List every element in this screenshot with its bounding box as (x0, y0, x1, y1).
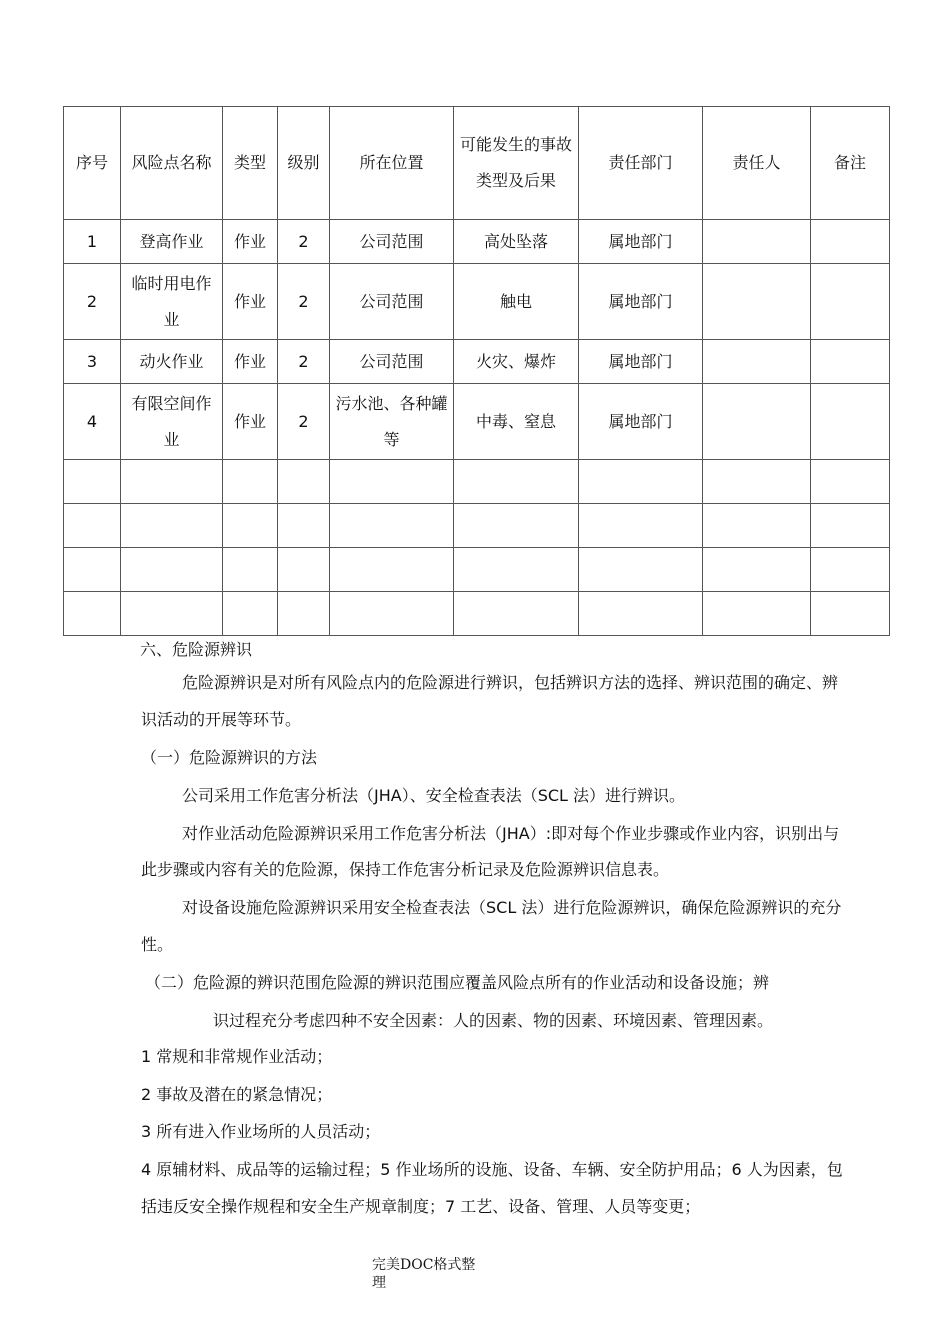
section-6-title: 六、危险源辨识 (140, 640, 253, 659)
cell-person (703, 220, 811, 264)
cell-seq: 4 (64, 384, 121, 460)
cell-seq: 3 (64, 340, 121, 384)
header-remark: 备注 (811, 107, 890, 220)
cell-type: 作业 (223, 384, 278, 460)
cell-level: 2 (278, 384, 330, 460)
paragraph-1-line-2: 识活动的开展等环节。 (141, 710, 302, 729)
list-item-4-line-1: 4 原辅材料、成品等的运输过程；5 作业场所的设施、设备、车辆、安全防护用品；6 人为因素，包 (141, 1160, 843, 1179)
paragraph-1-line-1: 危险源辨识是对所有风险点内的危险源进行辨识，包括辨识方法的选择、辨识范围的确定、辨 (182, 673, 839, 692)
table-row-empty (64, 504, 890, 548)
cell-level: 2 (278, 264, 330, 340)
cell-location: 公司范围 (330, 220, 454, 264)
cell-location: 公司范围 (330, 340, 454, 384)
header-type: 类型 (223, 107, 278, 220)
cell-person (703, 384, 811, 460)
cell-type: 作业 (223, 220, 278, 264)
header-level: 级别 (278, 107, 330, 220)
cell-dept: 属地部门 (579, 220, 703, 264)
table-row-empty (64, 460, 890, 504)
list-item-3: 3 所有进入作业场所的人员活动； (141, 1122, 381, 1141)
table-row (64, 340, 890, 384)
paragraph-3-line-1: 对作业活动危险源辨识采用工作危害分析法（JHA）:即对每个作业步骤或作业内容，识别出与 (182, 824, 840, 843)
cell-type: 作业 (223, 340, 278, 384)
cell-seq: 2 (64, 264, 121, 340)
cell-remark (811, 340, 890, 384)
cell-person (703, 340, 811, 384)
cell-risk-name: 有限空间作业 (121, 384, 223, 460)
header-location: 所在位置 (330, 107, 454, 220)
header-person: 责任人 (703, 107, 811, 220)
cell-accident-type: 中毒、窒息 (454, 384, 579, 460)
table-row-empty (64, 592, 890, 636)
table-row-empty (64, 548, 890, 592)
list-item-2: 2 事故及潜在的紧急情况； (141, 1085, 333, 1104)
cell-type: 作业 (223, 264, 278, 340)
paragraph-4-line-2: 性。 (141, 935, 174, 954)
cell-accident-type: 高处坠落 (454, 220, 579, 264)
cell-seq: 1 (64, 220, 121, 264)
table-row (64, 384, 890, 460)
paragraph-4-line-1: 对设备设施危险源辨识采用安全检查表法（SCL 法）进行危险源辨识，确保危险源辨识的充分 (182, 898, 842, 917)
cell-person (703, 264, 811, 340)
cell-remark (811, 264, 890, 340)
footer-line-2: 理 (372, 1275, 386, 1291)
cell-remark (811, 384, 890, 460)
footer-line-1: 完美DOC格式整 (372, 1257, 476, 1273)
cell-location: 污水池、各种罐等 (330, 384, 454, 460)
subsection-1-title: （一）危险源辨识的方法 (141, 748, 318, 767)
header-dept: 责任部门 (579, 107, 703, 220)
cell-accident-type: 火灾、爆炸 (454, 340, 579, 384)
cell-level: 2 (278, 340, 330, 384)
list-item-4-line-2: 括违反安全操作规程和安全生产规章制度；7 工艺、设备、管理、人员等变更； (141, 1197, 701, 1216)
cell-accident-type: 触电 (454, 264, 579, 340)
paragraph-2: 公司采用工作危害分析法（JHA）、安全检查表法（SCL 法）进行辨识。 (182, 786, 686, 805)
header-risk-name: 风险点名称 (121, 107, 223, 220)
table-row (64, 264, 890, 340)
table-row (64, 220, 890, 264)
header-seq: 序号 (64, 107, 121, 220)
cell-level: 2 (278, 220, 330, 264)
cell-remark (811, 220, 890, 264)
subsection-2-line-2: 识过程充分考虑四种不安全因素：人的因素、物的因素、环境因素、管理因素。 (213, 1011, 774, 1030)
header-accident-type: 可能发生的事故类型及后果 (454, 107, 579, 220)
subsection-2-line-1: （二）危险源的辨识范围危险源的辨识范围应覆盖风险点所有的作业活动和设备设施；辨 (145, 973, 770, 992)
cell-risk-name: 动火作业 (121, 340, 223, 384)
risk-point-table (63, 106, 890, 636)
cell-dept: 属地部门 (579, 340, 703, 384)
paragraph-3-line-2: 此步骤或内容有关的危险源，保持工作危害分析记录及危险源辨识信息表。 (141, 860, 670, 879)
cell-risk-name: 登高作业 (121, 220, 223, 264)
cell-risk-name: 临时用电作业 (121, 264, 223, 340)
cell-dept: 属地部门 (579, 264, 703, 340)
list-item-1: 1 常规和非常规作业活动； (141, 1047, 333, 1066)
cell-dept: 属地部门 (579, 384, 703, 460)
cell-location: 公司范围 (330, 264, 454, 340)
table-header-row (64, 107, 890, 220)
